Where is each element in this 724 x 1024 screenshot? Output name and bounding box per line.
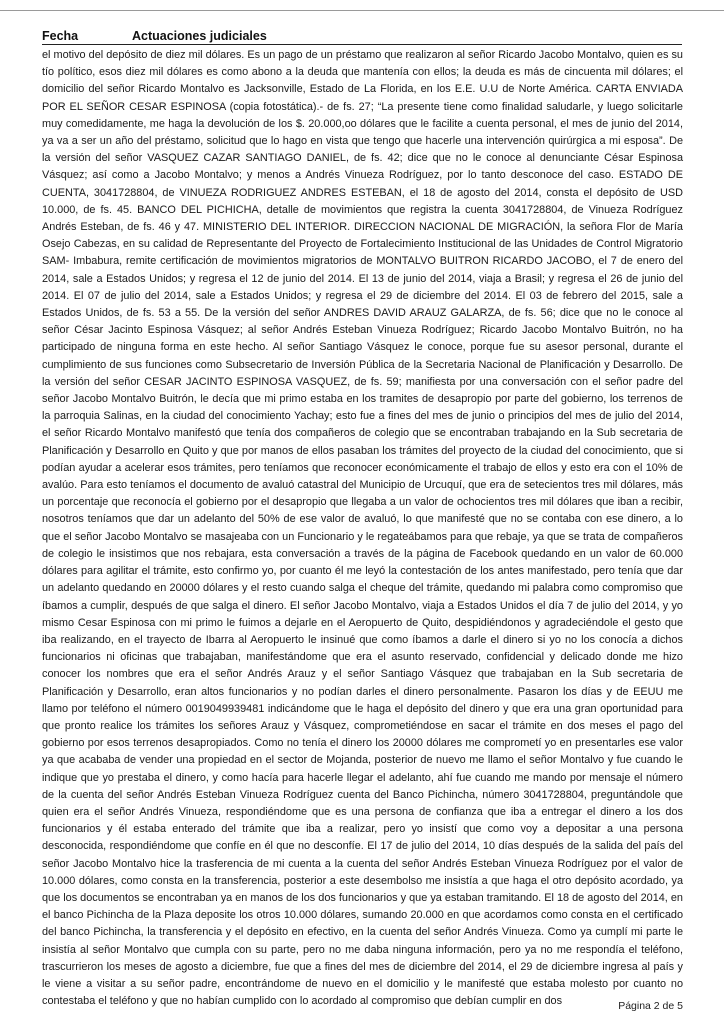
top-border-line	[0, 10, 724, 11]
page-number: Página 2 de 5	[618, 1000, 683, 1012]
column-header-date: Fecha	[42, 29, 79, 43]
table-header	[42, 28, 682, 44]
column-header-actions: Actuaciones judiciales	[132, 29, 267, 43]
header-divider	[42, 44, 682, 45]
judicial-actions-text: el motivo del depósito de diez mil dólares. Es un pago de un préstamo que realizaron al señor Ricardo Jacobo Montalvo, quien es su tío político, esos diez mil dólares es como abono a la deuda que mantenía con ellos; la deuda es más de cincuenta mil dólares; el domicilio del señor Ricardo Montalvo es Jacksonville, Estado de La Florida, en los E.E. U.U de Norte América. CARTA ENVIADA POR EL SEÑOR CESAR ESPINOSA (copia fotostática).- de fs. 27; “La presente tiene como finalidad saludarle, y luego solicitarle muy comedidamente, me haga la devolución de los $. 20.000,oo dólares que le facilite a cuenta personal, el mes de junio del 2014, ya va a ser un año del préstamo, solicitud que lo hago en vista que tengo que hacerle una intervención quirúrgica a mi esposa”. De la versión del señor VASQUEZ CAZAR SANTIAGO DANIEL, de fs. 42; dice que no le conoce al denunciante César Espinosa Vásquez; así como a Jacobo Montalvo; y menos a Andrés Vinueza Rodríguez, por lo tanto desconoce del caso. ESTADO DE CUENTA, 3041728804, de VINUEZA RODRIGUEZ ANDRES ESTEBAN, el 18 de agosto del 2014, consta el depósito de USD 10.000, de fs. 45. BANCO DEL PICHICHA, detalle de movimientos que registra la cuenta 3041728804, de Vinueza Rodríguez Andrés Esteban, de fs. 46 y 47. MINISTERIO DEL INTERIOR. DIRECCION NACIONAL DE MIGRACIÓN, la señora Flor de María Osejo Cabezas, en su calidad de Representante del Proyecto de Fortalecimiento Institucional de las Unidades de Control Migratorio SAM- Imbabura, remite certificación de movimientos migratorios de MONTALVO BUITRON RICARDO JACOBO, el 7 de enero del 2014, sale a Estados Unidos; y regresa el 12 de junio del 2014. El 13 de junio del 2014, viaja a Brasil; y regresa el 26 de junio del 2014. El 07 de julio del 2014, sale a Estados Unidos; y regresa el 29 de diciembre del 2014. El 03 de febrero del 2015, sale a Estados Unidos, de fs. 53 a 55. De la versión del señor ANDRES DAVID ARAUZ GALARZA, de fs. 56; dice que no le conoce al señor César Jacinto Espinosa Vásquez; al señor Andrés Esteban Vinueza Rodríguez; Ricardo Jacobo Montalvo Buitrón, no ha participado de ninguna forma en este hecho. Al señor Santiago Vásquez le conoce, porque fue su asesor personal, durante el cumplimiento de sus funciones como Subsecretario de Inversión Pública de la Secretaria Nacional de Planificación y Desarrollo. De la versión del señor CESAR JACINTO ESPINOSA VASQUEZ, de fs. 59; manifiesta por una conversación con el señor padre del señor Jacobo Montalvo Buitrón, le decía que mi primo estaba en los tramites de desapropio por parte del gobierno, los terrenos de la parroquia Salinas, en la ciudad del conocimiento Yachay; esto fue a fines del mes de junio o principios del mes de julio del 2014, el señor Ricardo Montalvo manifestó que tenía dos compañeros de colegio que se encontraban trabajando en la Sub secretaria de Planificación y Desarrollo en Quito y que por manos de ellos pasaban los trámites del proyecto de la ciudad del conocimiento, que si podían ayudar a acelerar esos trámites, pero teníamos que reconocer económicamente el trabajo de ellos y esto era con el 10% de avalúo. Para esto teníamos el documento de avaluó catastral del Municipio de Urcuquí, que era de setecientos tres mil dólares, más un porcentaje que reconocía el gobierno por el desapropio que llegaba a un valor de ochocientos tres mil dólares que iban a recibir, nosotros teníamos que dar un adelanto del 50% de ese valor de avaluó, lo que manifesté que no se contaba con ese dinero, a lo que el señor Jacobo Montalvo se masajeaba con un Funcionario y le regateábamos para que rebaje, ya que se trata de compañeros de colegio le insistimos que nos rebajara, esta conversación a través de la página de Facebook quedando en un valor de 60.000 dólares para agilitar el trámite, esto confirmo yo, por cuanto él me leyó la contestación de los antes manifestado, pero tenía que dar un adelanto quedando en 20000 dólares y el resto cuando salga el cheque del trámite, quedando mi palabra como compromiso que íbamos a cumplir, después de que salga el dinero. El señor Jacobo Montalvo, viaja a Estados Unidos el día 7 de julio del 2014, y yo mismo Cesar Espinosa con mi primo le fuimos a dejarle en el Aeropuerto de Quito, despidiéndonos y agradeciéndole el gesto que iba realizando, en el trayecto de Ibarra al Aeropuerto le insinué que como íbamos a darle el dinero si yo no los conocía a dichos funcionarios ni oficinas que trabajaban, manifestándome que era el asunto reservado, confidencial y delicado donde me hizo conocer los nombres que era el señor Andrés Arauz y el señor Santiago Vásquez que trabajaban en la Sub secretaria de Planificación y Desarrollo, eran altos funcionarios y no podían darles el dinero personalmente. Pasaron los días y de EEUU me llamo por teléfono el número 0019049939481 indicándome que le haga el depósito del dinero y que era una gran oportunidad para que pronto realice los trámites los señores Arauz y Vásquez, comprometiéndose en sacar el trámite en dos meses el pago del gobierno por esos terrenos desapropiados. Como no tenía el dinero los 20000 dólares me comprometí yo en presentarles ese valor ya que acababa de vender una propiedad en el sector de Mojanda, posterior de nuevo me llamo el señor Montalvo y fue cuando le indique que yo prestaba el dinero, y como hacía para hacerle llegar el adelanto, ahí fue cuando me mando por mensaje el número de la cuenta del señor Andrés Esteban Vinueza Rodríguez cuenta del Banco Pichincha, número 3041728804, preguntándole que quien era el señor Andrés Vinueza, respondiéndome que es una persona de confianza que iba a entregar el dinero a los dos funcionarios y él estaba enterado del trámite que iba a realizar, pero yo insistí que como voy a depositar a una persona desconocida, respondiéndome que confíe en él que no desconfíe. El 17 de julio del 2014, 10 días después de la salida del país del señor Jacobo Montalvo hice la trasferencia de mi cuenta a la cuenta del señor Andrés Esteban Vinueza Rodríguez por el valor de 10.000 dólares, como consta en la transferencia, posterior a este desembolso me insistía a que haga el otro depósito acordado, ya que los documentos se encontraban ya en manos de los dos funcionarios y que ya estaban tramitando. El 18 de agosto del 2014, en el banco Pichincha de la Plaza deposite los otros 10.000 dólares, sumando 20.000 en que acordamos como consta en el certificado del banco Pichincha, la transferencia y el depósito en efectivo, en la cuenta del señor Andrés Vinueza. Como ya cumplí mi parte le insistía al señor Montalvo que cumpla con su parte, pero no me daba ninguna información, pero ya no me respondía el teléfono, trascurrieron los meses de agosto a diciembre, fue que a fines del mes de diciembre del 2014, el 29 de diciembre ingresa al país y le viene a visitar a su señor padre, encontrándome de nuevo en el domicilio y le manifesté que estaba molesto por cuanto no contestaba el teléfono y que no habían cumplido con lo acordado al compromiso que debían cumplir en dos	[42, 49, 683, 1008]
